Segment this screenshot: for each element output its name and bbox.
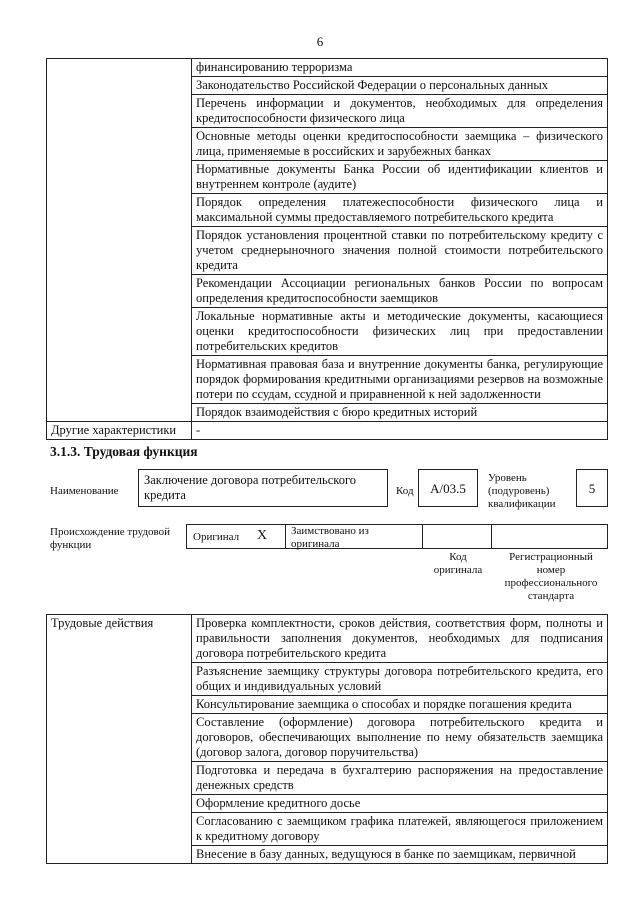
labor-action-item: Подготовка и передача в бухгалтерию распоряжения на предоставление денежных средств: [192, 762, 608, 795]
code-value: А/03.5: [430, 481, 466, 496]
other-characteristics-value: -: [192, 422, 608, 440]
code-value-box: [418, 469, 478, 507]
labor-action-item: Внесение в базу данных, ведущуюся в банке по заемщикам, первичной: [192, 846, 608, 864]
reg-number-cell: [491, 524, 608, 549]
page-number: 6: [316, 34, 324, 49]
reg-number-label: Регистрационный номер профессионального стандарта: [504, 551, 598, 602]
labor-action-item: Проверка комплектности, сроков действия, соответствия форм, полноты и правильности заполнения документов, необходимых для подписания договора потребительского кредита: [192, 615, 608, 663]
code-label: Код: [396, 485, 414, 497]
level-value-box: [576, 469, 608, 507]
table-row: [47, 422, 608, 440]
function-name-value: Заключение договора потребительского кредита: [144, 473, 357, 502]
labor-action-item: Согласованию с заемщиком графика платежей, являющегося приложением к кредитному договору: [192, 813, 608, 846]
knowledge-item: Нормативные документы Банка России об идентификации клиентов и внутреннем контроле (аудите): [192, 161, 608, 194]
origin-label: Происхождение трудовой функции: [50, 526, 171, 551]
original-cell: [186, 524, 286, 549]
other-characteristics-label: Другие характеристики: [47, 422, 192, 440]
labor-actions-label: Трудовые действия: [47, 615, 192, 864]
labor-action-item: Разъяснение заемщику структуры договора потребительского кредита, его общих и индивидуальных условий: [192, 663, 608, 696]
knowledge-item: Основные методы оценки кредитоспособности заемщика – физического лица, применяемые в российских и зарубежных банках: [192, 128, 608, 161]
knowledge-item: Локальные нормативные акты и методические документы, касающиеся оценки кредитоспособности физических лиц при предоставлении потребительских кредитов: [192, 308, 608, 356]
labor-action-item: Составление (оформление) договора потребительского кредита и договоров, обеспечивающих выполнение по нему обязательств заемщика (договор залога, договор поручительства): [192, 714, 608, 762]
labor-actions-table: [46, 614, 608, 864]
knowledge-item: Рекомендации Ассоциации региональных банков России по вопросам определения кредитоспособности заемщиков: [192, 275, 608, 308]
knowledge-item: Порядок взаимодействия с бюро кредитных историй: [192, 404, 608, 422]
code-original-label: Код оригинала: [433, 551, 483, 576]
name-label: Наименование: [50, 485, 119, 497]
labor-action-item: Консультирование заемщика о способах и порядке погашения кредита: [192, 696, 608, 714]
table-row: [47, 59, 608, 77]
function-name-box: [138, 469, 388, 507]
knowledge-item: Нормативная правовая база и внутренние документы банка, регулирующие порядок формирования кредитными организациями резервов на возможные потери по ссудам, ссудной и приравненной к ней задолженности: [192, 356, 608, 404]
left-label-cell: [47, 59, 192, 422]
original-mark: X: [257, 528, 268, 543]
borrowed-cell: [285, 524, 423, 549]
knowledge-table: [46, 58, 608, 440]
level-label: Уровень (подуровень) квалификации: [488, 472, 556, 510]
knowledge-item: Перечень информации и документов, необходимых для определения кредитоспособности физического лица: [192, 95, 608, 128]
knowledge-item: финансированию терроризма: [192, 59, 608, 77]
labor-action-item: Оформление кредитного досье: [192, 795, 608, 813]
code-original-cell: [422, 524, 492, 549]
borrowed-label: Заимствовано из оригинала: [291, 525, 369, 550]
section-heading: 3.1.3. Трудовая функция: [50, 444, 198, 459]
original-label: Оригинал: [193, 531, 240, 543]
table-row: [47, 615, 608, 663]
knowledge-item: Законодательство Российской Федерации о персональных данных: [192, 77, 608, 95]
knowledge-item: Порядок определения платежеспособности физического лица и максимальной суммы предоставляемого потребительского кредита: [192, 194, 608, 227]
knowledge-item: Порядок установления процентной ставки по потребительскому кредиту с учетом среднерыночного значения полной стоимости потребительского кредита: [192, 227, 608, 275]
level-value: 5: [588, 481, 596, 496]
